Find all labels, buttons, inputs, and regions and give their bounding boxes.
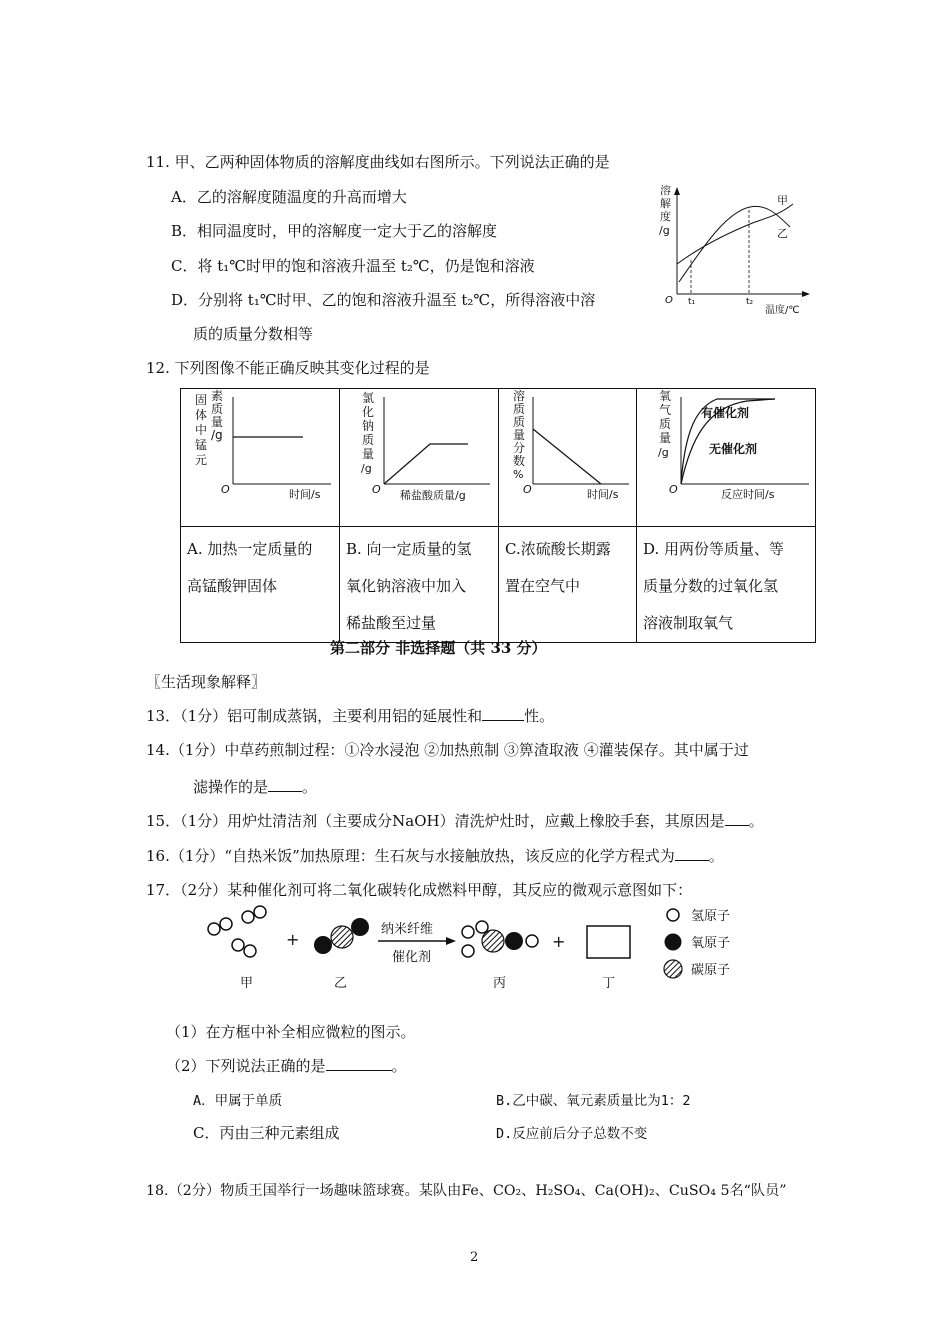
curve-yi-label: 乙 — [777, 227, 788, 240]
ylabel-char: /g — [211, 428, 223, 442]
arrow-head — [446, 937, 456, 945]
q17-option-b: B.乙中碳、氧元素质量比为1：2 — [496, 1093, 691, 1109]
q17-stem: 17．（2分）某种催化剂可将二氧化碳转化成燃料甲醇，其反应的微观示意图如下： — [146, 881, 693, 899]
oxygen-atom — [505, 932, 523, 950]
page-number: 2 — [470, 1250, 479, 1265]
reaction-diagram — [200, 903, 760, 998]
hydrogen-atom — [232, 939, 244, 951]
ylabel-char: /g — [659, 224, 670, 237]
section-title: 〖生活现象解释〗 — [146, 673, 267, 691]
ylabel-char: 气 — [659, 403, 672, 417]
y-axis-arrow — [674, 187, 680, 195]
graph-d — [637, 389, 815, 522]
legend-hydrogen-label: 氢原子 — [691, 909, 731, 924]
q17-option-a: A．甲属于单质 — [193, 1093, 283, 1109]
label-bing: 丙 — [493, 976, 507, 991]
ylabel-char: 体 — [195, 408, 208, 422]
ylabel-char: 度 — [660, 210, 671, 223]
hydrogen-atom — [462, 926, 474, 938]
ylabel-char: 素 — [211, 389, 224, 403]
ylabel-char: 氧 — [659, 389, 672, 403]
reactant-jia — [208, 906, 266, 957]
graph-a-cell — [181, 389, 340, 527]
carbon-atom — [482, 930, 504, 952]
q18: 18.（2分）物质王国举行一场趣味篮球赛。某队由Fe、CO₂、H₂SO₄、Ca(OH)₂、CuSO₄ 5名“队员” — [146, 1183, 787, 1199]
graph-c-cell — [499, 389, 637, 527]
xlabel: 温度/℃ — [765, 305, 800, 316]
solubility-curve-figure — [655, 182, 815, 317]
legend-oxygen-icon — [665, 934, 682, 951]
ylabel-char: 解 — [660, 197, 671, 210]
data-line — [384, 444, 468, 484]
q14: 14.（1分）中草药煎制过程：①冷水浸泡 ②加热煎制 ③箅渣取液 ④灌装保存。其中属于过 — [146, 741, 749, 759]
x-axis-arrow — [802, 291, 810, 297]
graph-d-caption: D. 用两份等质量、等 质量分数的过氧化氢 溶液制取氧气 — [637, 527, 816, 643]
q17-option-d: D.反应前后分子总数不变 — [496, 1126, 648, 1142]
q11-option-d: D．分别将 t₁℃时甲、乙的饱和溶液升温至 t₂℃，所得溶液中溶 — [171, 291, 596, 309]
q17-sub2: （2）下列说法正确的是 。 — [166, 1057, 407, 1075]
hydrogen-atom — [220, 918, 232, 930]
legend-oxygen-label: 氧原子 — [691, 936, 731, 951]
ylabel-char: 量 — [362, 447, 375, 461]
origin-label: O — [665, 295, 673, 306]
label-ding: 丁 — [602, 976, 616, 991]
q11-stem: 11. 甲、乙两种固体物质的溶解度曲线如右图所示。下列说法正确的是 — [146, 153, 610, 171]
hydrogen-atom — [244, 945, 256, 957]
ylabel-char: 质 — [211, 402, 224, 416]
no-catalyst-label: 无催化剂 — [709, 442, 758, 456]
origin-label: O — [523, 483, 532, 496]
answer-blank[interactable] — [482, 706, 524, 721]
hydrogen-atom — [462, 945, 474, 957]
hydrogen-atom — [476, 921, 488, 933]
oxygen-atom — [351, 918, 369, 936]
ylabel-char: 溶 — [660, 184, 671, 197]
ylabel-char: 分 — [513, 441, 526, 455]
answer-blank[interactable] — [326, 1056, 392, 1071]
arrow-top-label: 纳米纤维 — [381, 922, 434, 937]
answer-blank[interactable] — [268, 777, 302, 792]
graph-b-caption: B. 向一定质量的氢 氧化钠溶液中加入 稀盐酸至过量 — [340, 527, 499, 643]
ylabel-char: 量 — [659, 431, 672, 445]
ylabel-char: 元 — [195, 453, 208, 467]
ylabel-char: 锰 — [195, 438, 208, 452]
hydrogen-atom — [242, 911, 254, 923]
q17-option-c: C．丙由三种元素组成 — [193, 1124, 340, 1142]
ylabel-char: /g — [361, 462, 372, 475]
data-line — [533, 429, 601, 484]
origin-label: O — [669, 483, 678, 496]
xlabel: 时间/s — [587, 488, 619, 501]
label-yi: 乙 — [334, 976, 348, 991]
product-bing — [462, 921, 538, 957]
ylabel-char: /g — [658, 446, 669, 459]
ylabel-char: 溶 — [513, 389, 526, 403]
carbon-atom — [331, 926, 353, 948]
q15: 15．（1分）用炉灶清洁剂（主要成分NaOH）清洗炉灶时，应戴上橡胶手套，其原因是 。 — [146, 812, 764, 830]
answer-blank[interactable] — [675, 846, 709, 861]
graph-c — [499, 389, 636, 522]
hydrogen-atom — [526, 935, 538, 947]
ylabel-char: % — [513, 468, 524, 481]
xlabel: 时间/s — [289, 488, 321, 501]
graph-b — [340, 389, 498, 522]
label-jia: 甲 — [240, 976, 254, 991]
graph-d-cell — [637, 389, 816, 527]
t2-label: t₂ — [746, 297, 754, 307]
ylabel-char: 数 — [513, 454, 526, 468]
ylabel-char: 氯 — [362, 391, 375, 405]
graph-b-cell — [340, 389, 499, 527]
curve-jia — [679, 206, 790, 282]
q11-option-d-cont: 质的质量分数相等 — [193, 325, 314, 343]
plus-sign: + — [552, 932, 566, 951]
ylabel-char: 量 — [211, 415, 224, 429]
part2-title: 第二部分 非选择题（共 33 分） — [330, 639, 547, 657]
xlabel: 反应时间/s — [721, 488, 775, 501]
ylabel-char: 质 — [513, 402, 526, 416]
graph-a-caption: A. 加热一定质量的 高锰酸钾固体 — [181, 527, 340, 643]
graph-c-caption: C.浓硫酸长期露 置在空气中 — [499, 527, 637, 643]
ylabel-char: 化 — [362, 405, 375, 419]
answer-blank[interactable] — [725, 811, 749, 826]
graph-a — [181, 389, 339, 522]
ylabel-char: 质 — [659, 417, 672, 431]
xlabel: 稀盐酸质量/g — [400, 489, 466, 502]
ylabel-char: 质 — [362, 433, 375, 447]
ylabel-char: 质 — [513, 415, 526, 429]
legend-carbon-icon — [664, 960, 682, 978]
reactant-yi — [314, 918, 369, 954]
answer-box-ding[interactable] — [587, 926, 630, 958]
ylabel-char: 量 — [513, 428, 526, 442]
t1-label: t₁ — [688, 297, 696, 307]
q11-option-b: B．相同温度时，甲的溶解度一定大于乙的溶解度 — [171, 222, 498, 240]
ylabel-char: 钠 — [362, 419, 375, 433]
q17-sub1: （1）在方框中补全相应微粒的图示。 — [166, 1023, 416, 1041]
q11-option-a: A．乙的溶解度随温度的升高而增大 — [171, 188, 407, 206]
curve-yi — [677, 204, 793, 264]
hydrogen-atom — [254, 906, 266, 918]
oxygen-atom — [314, 936, 332, 954]
ylabel-char: 中 — [195, 423, 208, 437]
catalyst-label: 有催化剂 — [701, 406, 750, 420]
q11-option-c: C．将 t₁℃时甲的饱和溶液升温至 t₂℃，仍是饱和溶液 — [171, 257, 535, 275]
hydrogen-atom — [208, 923, 220, 935]
ylabel-char: 固 — [195, 393, 208, 407]
origin-label: O — [221, 483, 230, 496]
legend-hydrogen-icon — [667, 909, 679, 921]
origin-label: O — [372, 483, 381, 496]
legend-carbon-label: 碳原子 — [691, 963, 731, 978]
q12-graph-table — [180, 388, 816, 643]
plus-sign: + — [286, 930, 300, 949]
arrow-bottom-label: 催化剂 — [392, 950, 432, 965]
curve-jia-label: 甲 — [777, 194, 788, 207]
q16: 16.（1分）“自热米饭”加热原理：生石灰与水接触放热，该反应的化学方程式为 。 — [146, 847, 724, 865]
q14-line2: 滤操作的是 。 — [193, 778, 318, 796]
q12-stem: 12. 下列图像不能正确反映其变化过程的是 — [146, 359, 430, 377]
q13: 13．（1分）铝可制成蒸锅，主要利用铝的延展性和 性。 — [146, 707, 555, 725]
